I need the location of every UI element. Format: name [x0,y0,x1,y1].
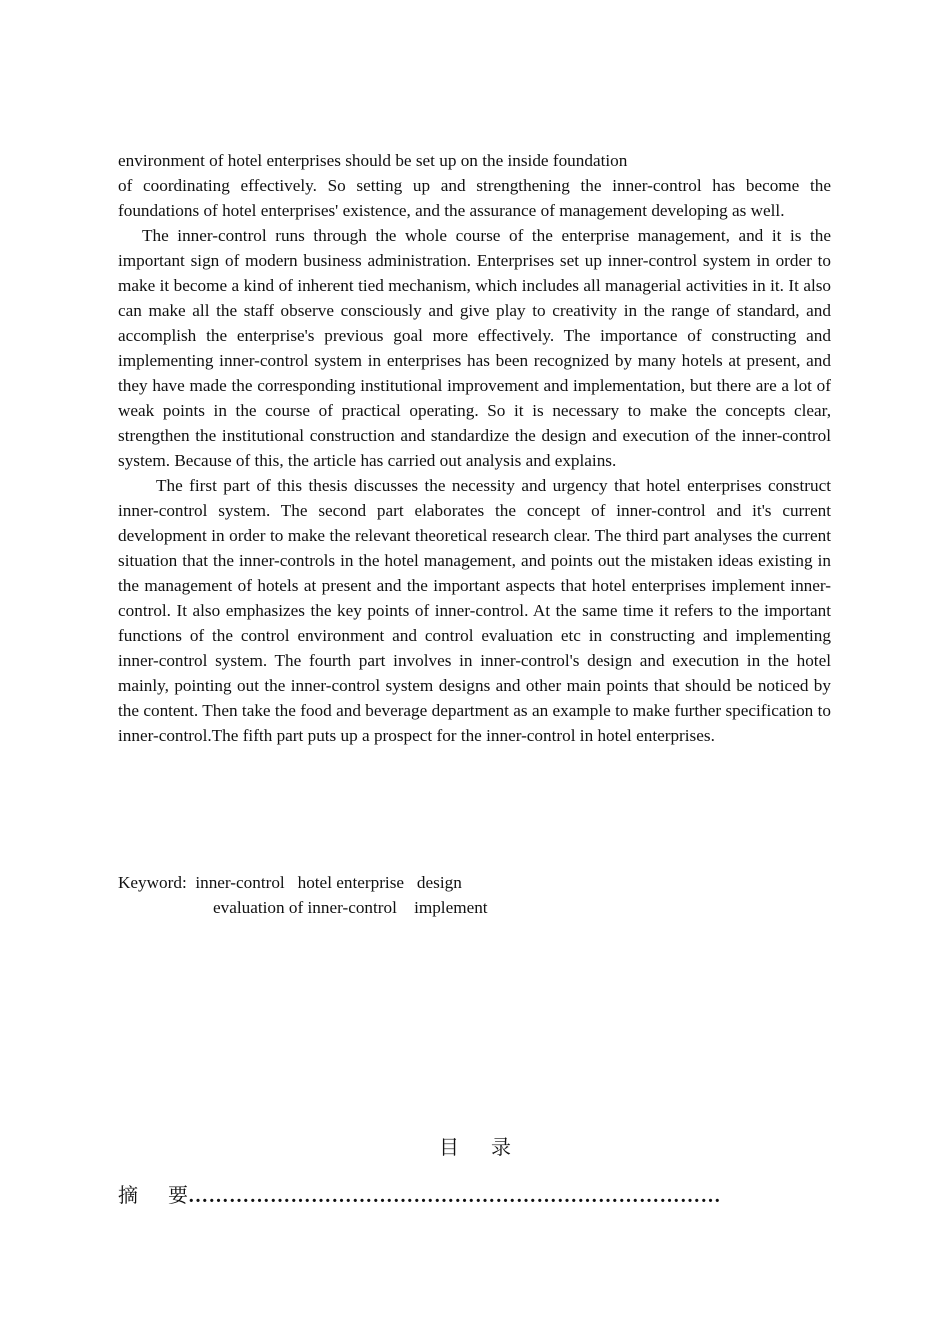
keywords-line2: evaluation of inner-control implement [213,898,488,917]
toc-entry-abstract[interactable] [118,1181,778,1210]
keywords-row [118,870,831,895]
keywords-block [118,870,831,920]
toc-leader-dots: …………………………………………………………………… [188,1185,721,1207]
paragraph-fragment: environment of hotel enterprises should be set up on the inside foundation [118,151,628,170]
paragraph-continuation: of coordinating effectively. So setting up and strengthening the inner-control has become the foundations of hotel enterprises' existence, and the assurance of management developing as well. [118,176,831,220]
paragraph: The first part of this thesis discusses the necessity and urgency that hotel enterprises construct inner-control system. The second part elaborates the concept of inner-control and it's current development in order to make the relevant theoretical research clear. The third part analyses the current situation that the inner-controls in the hotel management, and points out the mistaken ideas existing in the management of hotels at present and the important aspects that hotel enterprises implement inner-control. It also emphasizes the key points of inner-control. At the same time it refers to the important functions of the control environment and control evaluation etc in constructing and implementing inner-control system. The fourth part involves in inner-control's design and execution in the hotel mainly, pointing out the inner-control system designs and other main points that should be noticed by the content. Then take the food and beverage department as an example to make further specification to inner-control.The fifth part puts up a prospect for the inner-control in hotel enterprises. [118,476,831,745]
paragraph: The inner-control runs through the whole course of the enterprise management, and it is the important sign of modern business administration. Enterprises set up inner-control system in order to make it become a kind of inherent tied mechanism, which includes all managerial activities in it. It also can make all the staff observe consciously and give play to creativity in the range of standard, and accomplish the enterprise's previous goal more effectively. The importance of constructing and implementing inner-control system in enterprises has been recognized by many hotels at present, and they have made the corresponding institutional improvement and implementation, but there are a lot of weak points in the course of practical operating. So it is necessary to make the concepts clear, strengthen the institutional construction and standardize the design and execution of the inner-control system. Because of this, the article has carried out analysis and explains. [118,226,831,470]
keywords-line1: inner-control hotel enterprise design [195,873,462,892]
toc-entry-label: 摘 [118,1183,138,1207]
toc-title: 目 录 [439,1135,511,1159]
toc-entry-label: 要 [168,1183,188,1207]
keywords-label: Keyword: [118,873,187,892]
abstract-body [118,148,831,748]
keywords-row [118,895,831,920]
